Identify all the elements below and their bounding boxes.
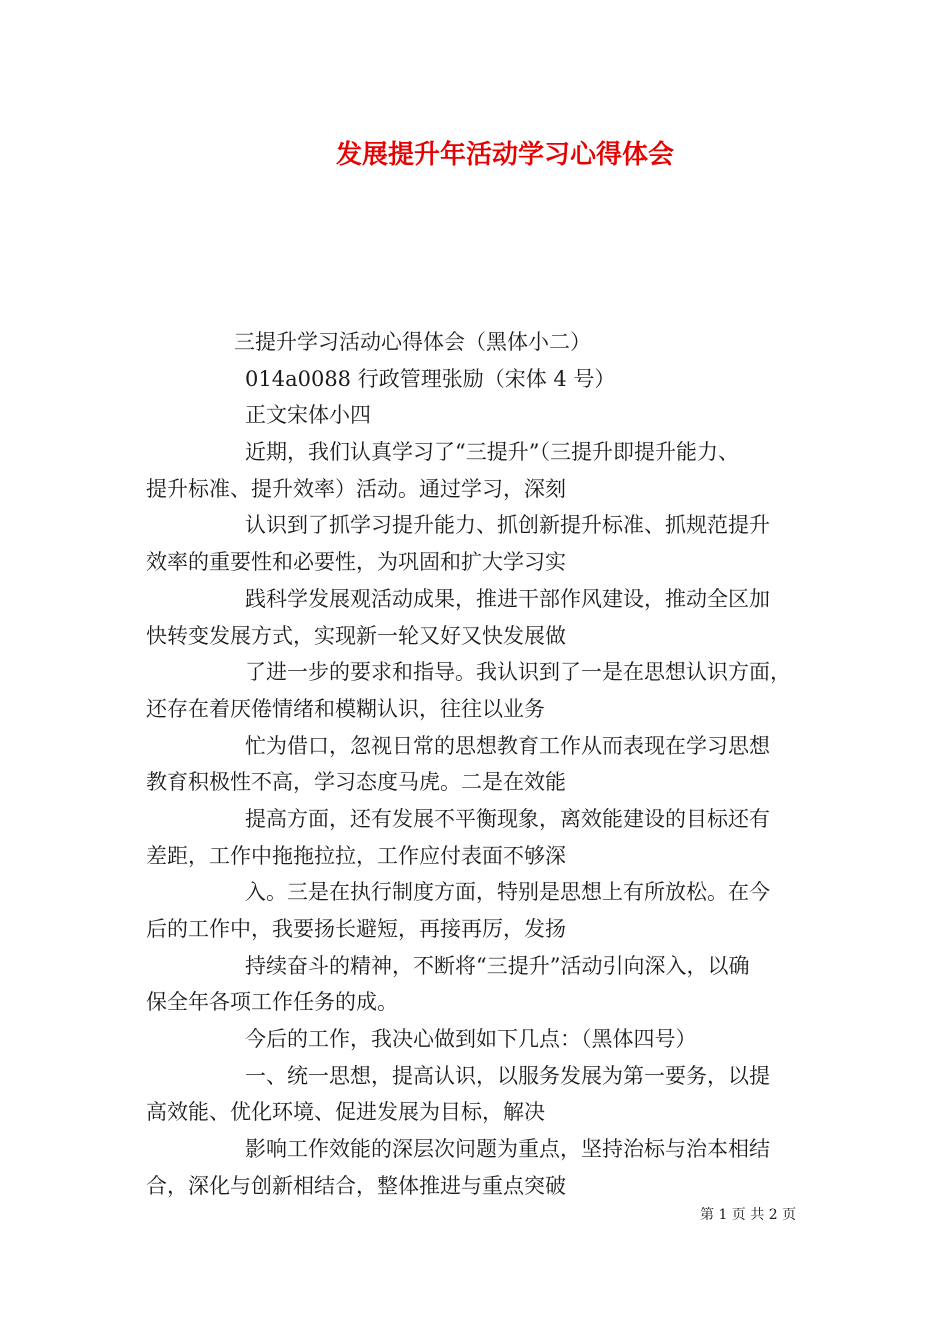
page-number-footer: 第 1 页 共 2 页 [700,1207,797,1223]
body-line: 正文宋体小四 [245,403,371,428]
body-line: 近期，我们认真学习了“三提升”（三提升即提升能力、 [245,440,739,465]
body-line: 认识到了抓学习提升能力、抓创新提升标准、抓规范提升 [245,513,770,538]
document-body [146,324,826,1205]
body-line: 还存在着厌倦情绪和模糊认识，往往以业务 [146,696,545,721]
body-line: 高效能、优化环境、促进发展为目标，解决 [146,1100,545,1125]
body-line: 保全年各项工作任务的成。 [146,990,398,1015]
body-line: 教育积极性不高，学习态度马虎。二是在效能 [146,770,566,795]
body-line: 合，深化与创新相结合，整体推进与重点突破 [146,1173,566,1198]
body-line: 影响工作效能的深层次问题为重点，坚持治标与治本相结 [245,1137,770,1162]
section-heading: 今后的工作，我决心做到如下几点：（黑体四号） [245,1027,697,1052]
body-line: 快转变发展方式，实现新一轮又好又快发展做 [146,623,566,648]
document-title: 发展提升年活动学习心得体会 [335,140,674,170]
body-line: 提升标准、提升效率）活动。通过学习，深刻 [146,476,566,501]
body-line: 了进一步的要求和指导。我认识到了一是在思想认识方面， [245,660,791,685]
body-line: 践科学发展观活动成果，推进干部作风建设，推动全区加 [245,586,770,611]
body-line: 提高方面，还有发展不平衡现象，离效能建设的目标还有 [245,806,770,831]
body-line: 持续奋斗的精神，不断将“三提升”活动引向深入，以确 [245,953,750,978]
body-line: 忙为借口，忽视日常的思想教育工作从而表现在学习思想 [245,733,770,758]
body-line: 效率的重要性和必要性，为巩固和扩大学习实 [146,550,566,575]
body-line: 一、统一思想，提高认识，以服务发展为第一要务，以提 [245,1063,770,1088]
body-line: 差距，工作中拖拖拉拉，工作应付表面不够深 [146,843,566,868]
subtitle-line: 三提升学习活动心得体会（黑体小二） [234,330,591,354]
author-line: 014a0088 行政管理张励（宋体 4 号） [245,366,616,391]
body-line: 后的工作中，我要扬长避短，再接再厉，发扬 [146,917,566,941]
body-line: 入。三是在执行制度方面，特别是思想上有所放松。在今 [245,880,770,905]
